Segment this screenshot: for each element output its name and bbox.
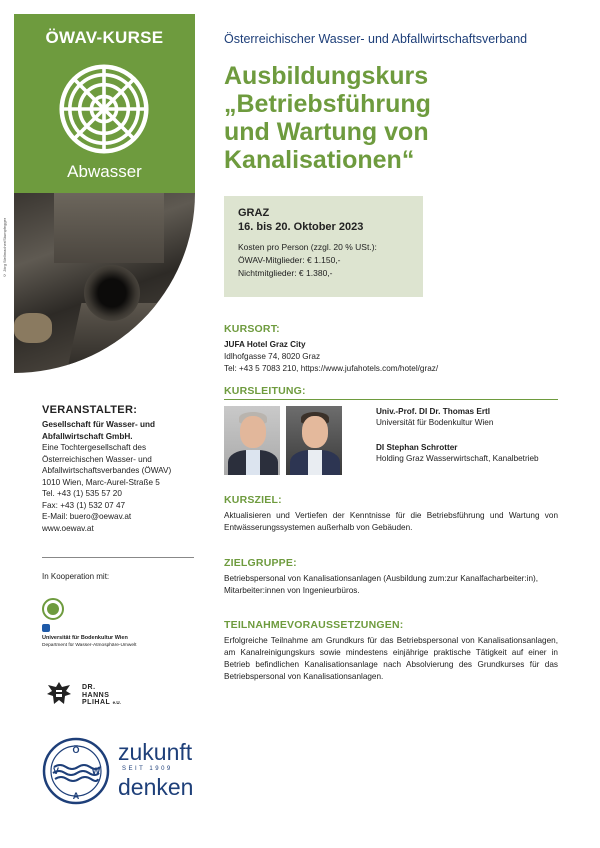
svg-text:Ö: Ö bbox=[72, 745, 80, 755]
organiser-email: E-Mail: buero@oewav.at bbox=[42, 512, 132, 521]
plihal-name: PLIHAL bbox=[82, 699, 111, 706]
slogan-since: SEIT 1909 bbox=[122, 766, 173, 772]
side-divider bbox=[42, 557, 194, 558]
manhole-cover-icon bbox=[59, 64, 149, 154]
title-line: und Wartung von bbox=[224, 118, 429, 146]
slogan-word-2: denken bbox=[118, 774, 194, 800]
organisation-name: Österreichischer Wasser- und Abfallwirtschaftsverband bbox=[224, 32, 528, 46]
cost-label: Kosten pro Person (zzgl. 20 % USt.): bbox=[238, 242, 377, 252]
event-city: GRAZ bbox=[238, 207, 270, 219]
plihal-line bbox=[82, 699, 121, 707]
veranstalter-heading: VERANSTALTER: bbox=[42, 404, 138, 416]
course-banner bbox=[14, 14, 195, 193]
leader-affiliation: Universität für Bodenkultur Wien bbox=[376, 418, 494, 427]
title-line: Ausbildungskurs bbox=[224, 62, 429, 90]
organiser-phone: Tel. +43 (1) 535 57 20 bbox=[42, 489, 122, 498]
zielgruppe-heading: ZIELGRUPPE: bbox=[224, 557, 297, 569]
cooperation-label: In Kooperation mit: bbox=[42, 572, 110, 581]
series-title: ÖWAV-KURSE bbox=[45, 28, 164, 47]
venue-address: Idlhofgasse 74, 8020 Graz bbox=[224, 352, 321, 361]
kursziel-heading: KURSZIEL: bbox=[224, 494, 282, 506]
boku-name: Universität für Bodenkultur Wien bbox=[42, 635, 128, 641]
plihal-line: HANNS bbox=[82, 691, 110, 699]
svg-text:A: A bbox=[72, 791, 80, 801]
cost-non-members: Nichtmitglieder: € 1.380,- bbox=[238, 268, 333, 278]
eagle-crest-icon bbox=[44, 679, 74, 709]
organiser-line: Eine Tochtergesellschaft des bbox=[42, 443, 147, 452]
organiser-fax: Fax: +43 (1) 532 07 47 bbox=[42, 500, 126, 510]
course-title bbox=[224, 62, 584, 174]
veranstalter-body bbox=[42, 419, 192, 534]
boku-department: Department für Wasser-Atmosphäre-Umwelt bbox=[42, 643, 137, 648]
organiser-name: Gesellschaft für Wasser- und bbox=[42, 420, 155, 429]
kursort-heading: KURSORT: bbox=[224, 323, 280, 335]
photo-credit: © Jörg Stellmacher/Stumpfegger bbox=[2, 217, 7, 278]
title-line: „Betriebsführung bbox=[224, 90, 431, 118]
event-dates: 16. bis 20. Oktober 2023 bbox=[238, 221, 364, 233]
kursziel-text: Aktualisieren und Vertiefen der Kenntnisse für die Betriebsführung und Wartung von Entwässerungssystemen außerhalb von Gebäuden. bbox=[224, 511, 558, 532]
venue-name: JUFA Hotel Graz City bbox=[224, 340, 306, 349]
category-label: Abwasser bbox=[67, 162, 142, 181]
svg-text:W: W bbox=[91, 766, 101, 776]
event-costs bbox=[238, 241, 409, 280]
voraussetzungen-text: Erfolgreiche Teilnahme am Grundkurs für das Betriebspersonal von Kanalisationsanlagen, am Kanalreinigungskurs sowie mindestens einjährige praktische Tätigkeit auf einer in Betrieb befindlichen Kanalisationsanlage nach Absolvierung des Grundkurses für das Betriebspersonal von Kanalisationsanlagen. bbox=[224, 636, 558, 681]
zielgruppe-text: Betriebspersonal von Kanalisationsanlagen (Ausbildung zum:zur Kanalfacharbeiter:in), Mitarbeiter:innen von Ingenieurbüros. bbox=[224, 574, 539, 595]
section-divider bbox=[224, 399, 558, 400]
oewav-logo-icon bbox=[42, 737, 110, 805]
organiser-line: Abfallwirtschaftsverbandes (ÖWAV) bbox=[42, 466, 172, 475]
course-leaders bbox=[376, 406, 539, 464]
leader-name: DI Stephan Schrotter bbox=[376, 443, 458, 452]
event-info-box bbox=[224, 196, 423, 297]
voraussetzungen-heading: TEILNAHMEVORAUSSETZUNGEN: bbox=[224, 619, 404, 631]
boku-mark-icon bbox=[42, 624, 50, 632]
kursort-body bbox=[224, 339, 558, 375]
organiser-website: www.oewav.at bbox=[42, 523, 94, 533]
plihal-logo bbox=[82, 684, 121, 707]
leader-name: Univ.-Prof. DI Dr. Thomas Ertl bbox=[376, 407, 491, 416]
svg-text:V: V bbox=[52, 766, 60, 776]
organiser-name: Abfallwirtschaft GmbH. bbox=[42, 431, 133, 441]
plihal-line: DR. bbox=[82, 684, 96, 691]
portrait-ertl bbox=[224, 406, 280, 475]
organiser-address: 1010 Wien, Marc-Aurel-Straße 5 bbox=[42, 477, 160, 487]
boku-logo-icon bbox=[42, 598, 64, 620]
title-line: Kanalisationen“ bbox=[224, 146, 415, 174]
slogan-word-1: zukunft bbox=[118, 739, 193, 765]
organiser-line: Österreichischen Wasser- und bbox=[42, 454, 152, 464]
venue-contact: Tel: +43 5 7083 210, https://www.jufahotels.com/hotel/graz/ bbox=[224, 364, 439, 373]
plihal-suffix: e.U. bbox=[112, 700, 121, 705]
kursleitung-heading: KURSLEITUNG: bbox=[224, 385, 306, 397]
portrait-schrotter bbox=[286, 406, 342, 475]
sewer-photo bbox=[14, 193, 195, 373]
cost-members: ÖWAV-Mitglieder: € 1.150,- bbox=[238, 255, 341, 265]
leader-affiliation: Holding Graz Wasserwirtschaft, Kanalbetrieb bbox=[376, 454, 539, 463]
